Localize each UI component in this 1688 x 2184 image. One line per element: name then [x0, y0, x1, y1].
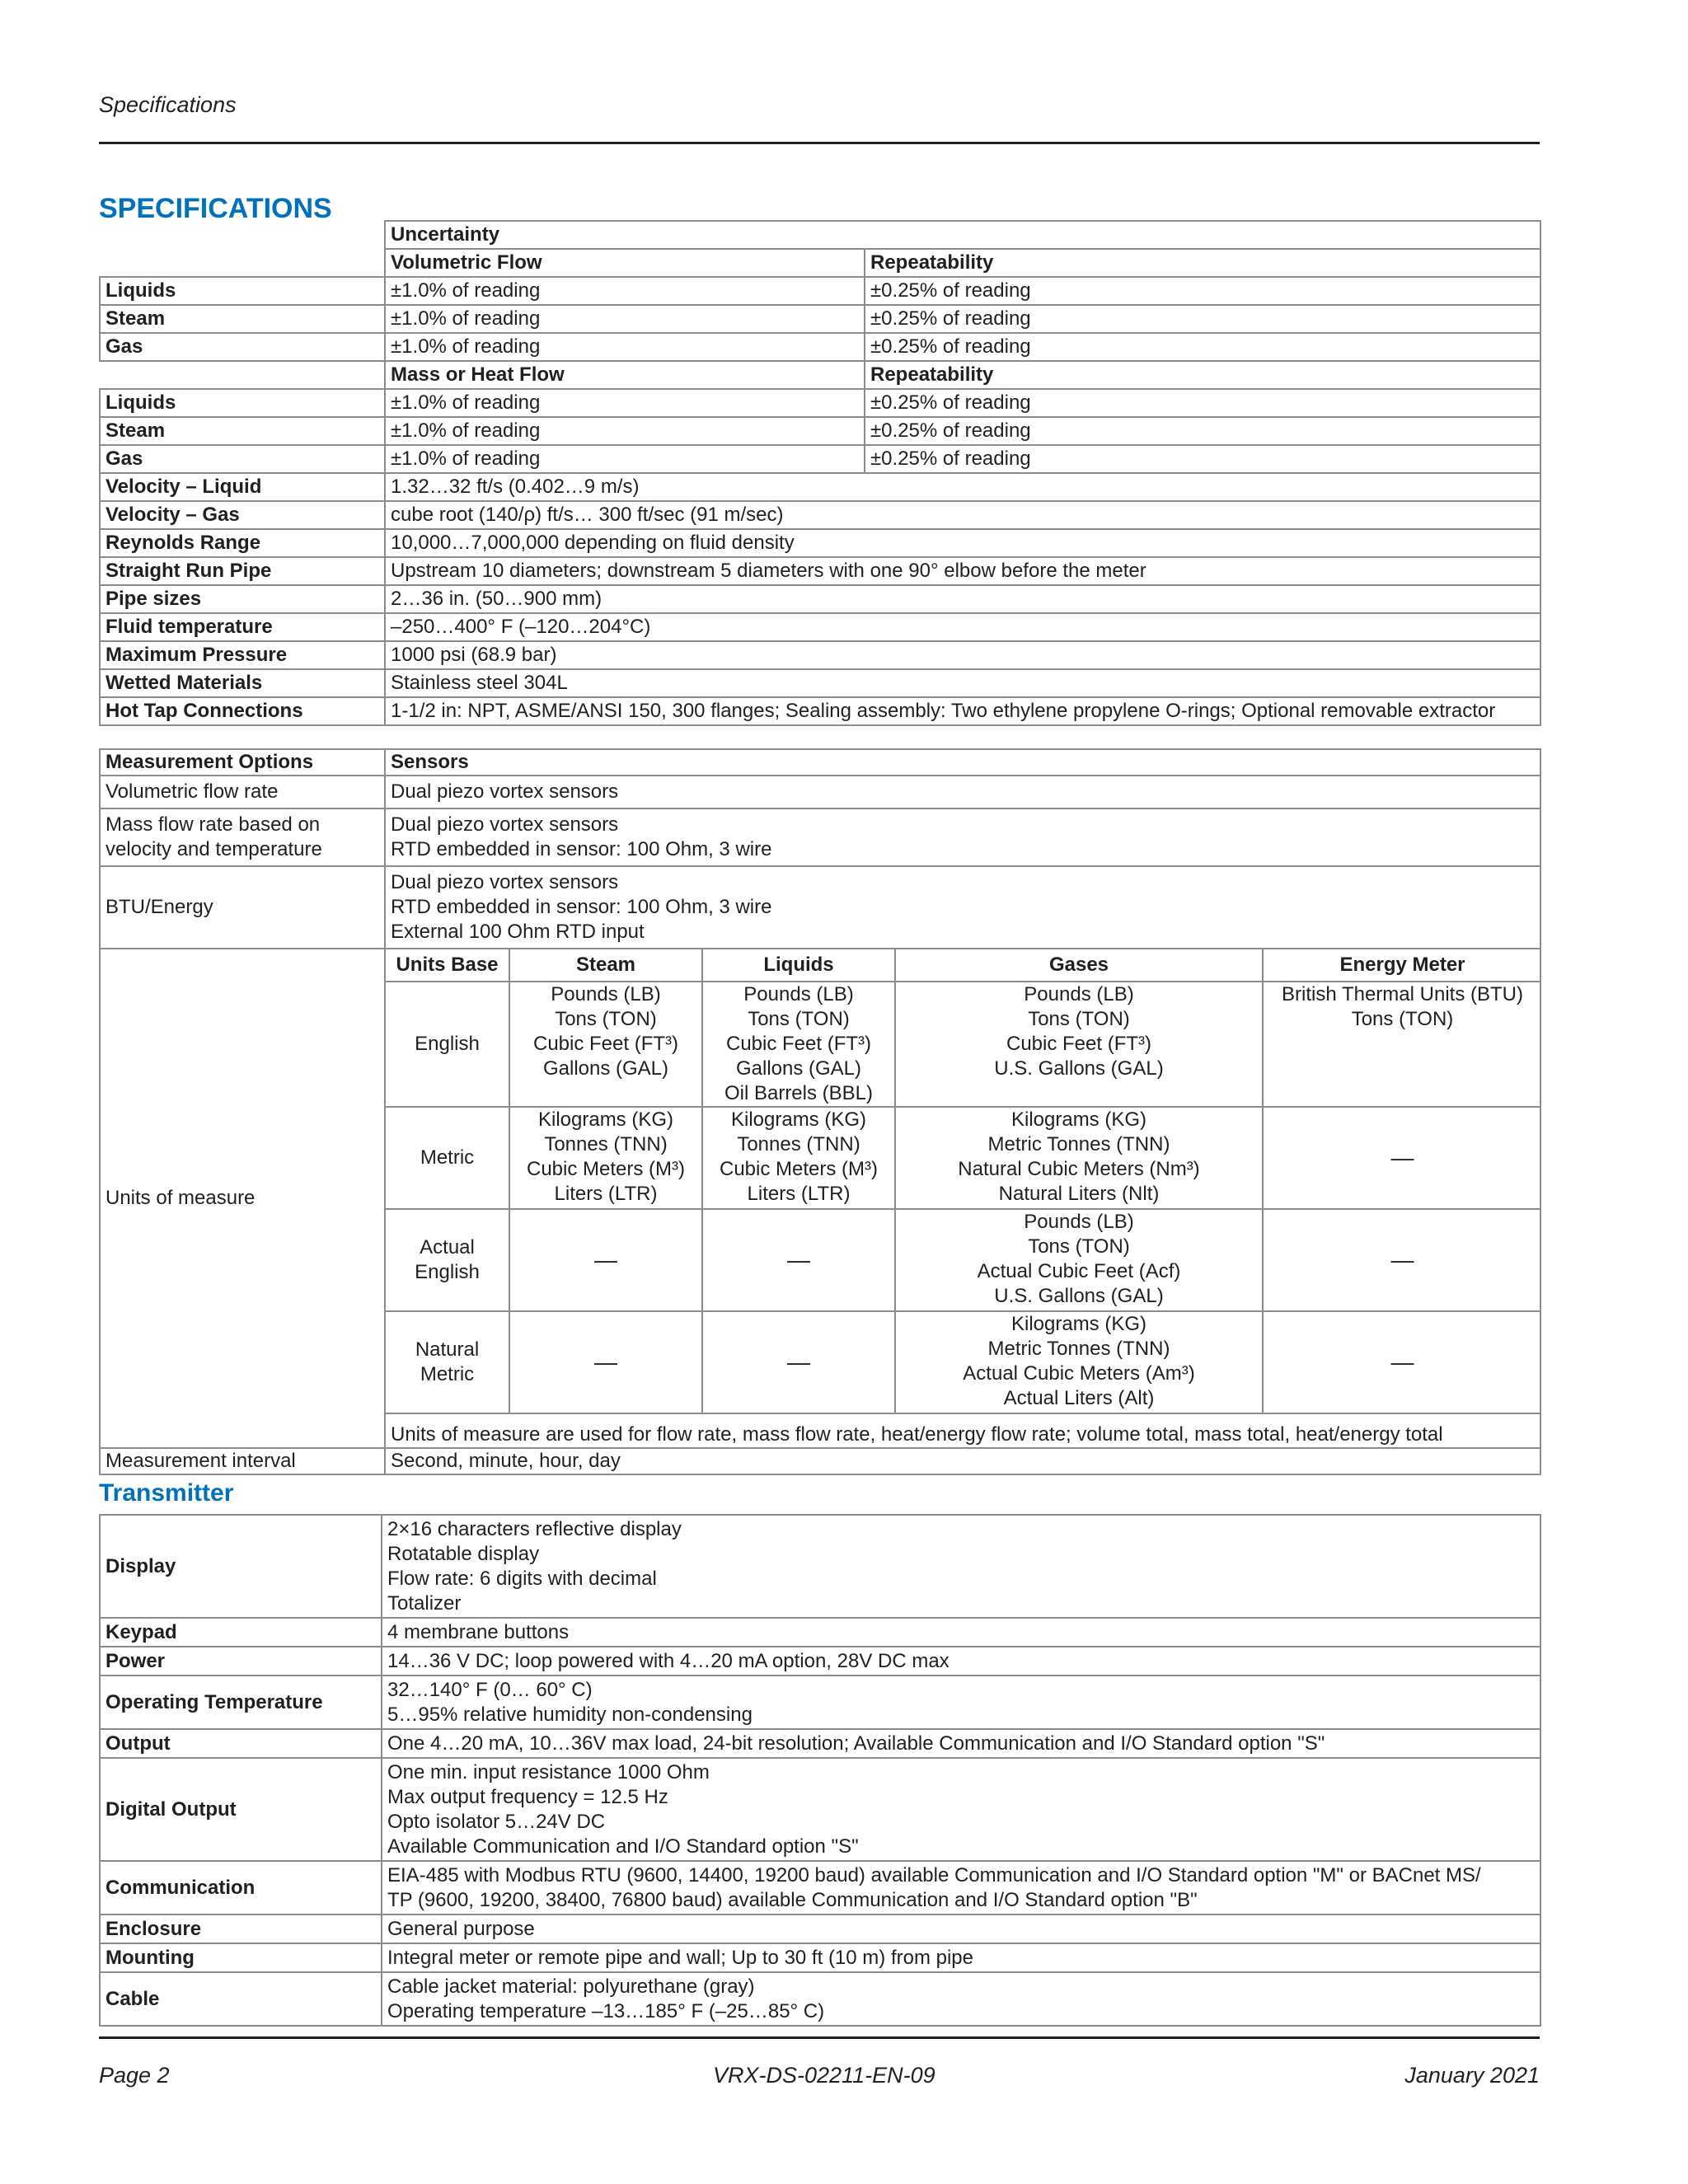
- unit-energy-cell: [1263, 1209, 1541, 1311]
- unit-line: Actual Cubic Feet (Acf): [977, 1260, 1181, 1282]
- transmitter-value: [382, 1915, 1540, 1943]
- table-row: [100, 1915, 1540, 1943]
- units-row: [386, 1107, 1541, 1209]
- transmitter-value: [382, 1675, 1540, 1729]
- unit-line: Cubic Feet (FT³): [532, 1033, 678, 1055]
- sensor-value-line: External 100 Ohm RTD input: [391, 921, 645, 943]
- unit-liquids-cell: [702, 982, 895, 1107]
- transmitter-value-line: TP (9600, 19200, 38400, 76800 baud) available Communication and I/O Standard option "B": [387, 1889, 1198, 1911]
- spec-label: Fluid temperature: [100, 613, 385, 641]
- transmitter-label: Power: [100, 1647, 382, 1675]
- measurement-label-line: velocity and temperature: [106, 838, 322, 860]
- table-row: [100, 1972, 1540, 2026]
- unit-line: Natural Liters (Nlt): [998, 1183, 1160, 1205]
- unit-line: Tons (TON): [1028, 1008, 1130, 1030]
- unit-line: Tons (TON): [1351, 1008, 1454, 1030]
- table-row: [100, 669, 1540, 697]
- repeatability-value: ±0.25% of reading: [865, 305, 1540, 333]
- transmitter-value-line: One 4…20 mA, 10…36V max load, 24-bit resolution; Available Communication and I/O Standard option "S": [387, 1732, 1325, 1755]
- footer-document-id: VRX-DS-02211-EN-09: [713, 2063, 935, 2088]
- measurement-interval-label: Measurement interval: [100, 1448, 385, 1474]
- table-row: [100, 473, 1540, 501]
- units-of-measure-row: [100, 949, 1540, 1448]
- table-row: [100, 417, 1540, 445]
- units-table-holder: [385, 949, 1540, 1448]
- transmitter-value-line: General purpose: [387, 1918, 535, 1940]
- transmitter-value-line: 4 membrane buttons: [387, 1621, 570, 1643]
- unit-line: Cubic Feet (FT³): [1006, 1033, 1151, 1055]
- table-row: [100, 305, 1540, 333]
- transmitter-value-line: Max output frequency = 12.5 Hz: [387, 1786, 668, 1808]
- table-row: [100, 641, 1540, 669]
- transmitter-value: [382, 1515, 1540, 1618]
- unit-line: Gallons (GAL): [542, 1057, 669, 1080]
- transmitter-label: Mounting: [100, 1943, 382, 1972]
- unit-line: Metric Tonnes (TNN): [987, 1133, 1170, 1155]
- sensor-value-line: Dual piezo vortex sensors: [391, 871, 619, 893]
- units-base-cell: [386, 1311, 509, 1413]
- section-title: SPECIFICATIONS: [99, 193, 332, 224]
- unit-line: —: [1390, 1145, 1414, 1170]
- units-column-header: Units Base: [386, 949, 509, 982]
- transmitter-value-line: Operating temperature –13…185° F (–25…85° C): [387, 2000, 825, 2022]
- units-base-cell: [386, 1107, 509, 1209]
- unit-steam-cell: [509, 982, 702, 1107]
- unit-line: Actual Cubic Meters (Am³): [963, 1362, 1195, 1385]
- transmitter-title: Transmitter: [99, 1479, 234, 1507]
- transmitter-value-line: One min. input resistance 1000 Ohm: [387, 1761, 710, 1783]
- unit-liquids-cell: [702, 1311, 895, 1413]
- transmitter-value-line: Integral meter or remote pipe and wall; Up to 30 ft (10 m) from pipe: [387, 1947, 973, 1969]
- unit-line: Liters (LTR): [554, 1183, 658, 1205]
- uncertainty-header: Uncertainty: [385, 221, 1540, 249]
- unit-line: Cubic Meters (M³): [719, 1158, 878, 1180]
- measurement-label: [100, 808, 385, 866]
- units-of-measure-table: [386, 949, 1541, 1447]
- repeatability-value: ±0.25% of reading: [865, 417, 1540, 445]
- unit-line: British Thermal Units (BTU): [1282, 983, 1523, 1005]
- repeatability-header: Repeatability: [865, 249, 1540, 277]
- repeatability-value: ±0.25% of reading: [865, 389, 1540, 417]
- spec-value: 10,000…7,000,000 depending on fluid density: [385, 529, 1540, 557]
- transmitter-value-line: Cable jacket material: polyurethane (gray): [387, 1975, 755, 1998]
- spec-label: Straight Run Pipe: [100, 557, 385, 585]
- measurement-options-header: Measurement Options: [100, 749, 385, 776]
- table-row: [100, 1675, 1540, 1729]
- accuracy-value: ±1.0% of reading: [385, 333, 865, 361]
- unit-line: Pounds (LB): [743, 983, 854, 1005]
- transmitter-value-line: Opto isolator 5…24V DC: [387, 1811, 606, 1833]
- unit-line: Tons (TON): [555, 1008, 657, 1030]
- sensor-value-line: RTD embedded in sensor: 100 Ohm, 3 wire: [391, 896, 772, 918]
- table-row: [100, 613, 1540, 641]
- transmitter-label: Enclosure: [100, 1915, 382, 1943]
- transmitter-value-line: EIA-485 with Modbus RTU (9600, 14400, 19200 baud) available Communication and I/O Standard option "M" or BACnet MS/: [387, 1864, 1481, 1886]
- unit-line: Tonnes (TNN): [737, 1133, 860, 1155]
- transmitter-value: [382, 1861, 1540, 1915]
- spec-label: Steam: [100, 417, 385, 445]
- transmitter-value-line: Rotatable display: [387, 1543, 540, 1565]
- accuracy-value: ±1.0% of reading: [385, 417, 865, 445]
- transmitter-value-line: 5…95% relative humidity non-condensing: [387, 1704, 753, 1726]
- footer-page-number: Page 2: [99, 2063, 170, 2088]
- units-column-header: Energy Meter: [1263, 949, 1541, 982]
- transmitter-label: Operating Temperature: [100, 1675, 382, 1729]
- table-row: [100, 445, 1540, 473]
- transmitter-value: [382, 1943, 1540, 1972]
- units-header-row: [386, 949, 1541, 982]
- header-rule: [99, 142, 1540, 144]
- table-row: [100, 808, 1540, 866]
- unit-line: —: [787, 1247, 810, 1272]
- unit-steam-cell: [509, 1209, 702, 1311]
- unit-line: Oil Barrels (BBL): [724, 1082, 874, 1104]
- table-row: [100, 776, 1540, 808]
- spec-value: Upstream 10 diameters; downstream 5 diameters with one 90° elbow before the meter: [385, 557, 1540, 585]
- unit-line: —: [594, 1349, 617, 1375]
- transmitter-label: Communication: [100, 1861, 382, 1915]
- measurement-header-row: [100, 749, 1540, 776]
- unit-line: Actual Liters (Alt): [1003, 1387, 1155, 1409]
- unit-line: U.S. Gallons (GAL): [994, 1057, 1164, 1080]
- transmitter-value: [382, 1758, 1540, 1861]
- unit-line: Natural Cubic Meters (Nm³): [958, 1158, 1200, 1180]
- transmitter-value: [382, 1618, 1540, 1647]
- table-row: [100, 557, 1540, 585]
- measurement-label-line: Mass flow rate based on: [106, 813, 321, 836]
- spec-value: 1000 psi (68.9 bar): [385, 641, 1540, 669]
- unit-line: Gallons (GAL): [735, 1057, 862, 1080]
- accuracy-column-header: Mass or Heat Flow: [385, 361, 865, 389]
- transmitter-label: Keypad: [100, 1618, 382, 1647]
- blank-cell: [100, 221, 385, 249]
- spec-label: Hot Tap Connections: [100, 697, 385, 725]
- accuracy-value: ±1.0% of reading: [385, 305, 865, 333]
- measurement-label: Volumetric flow rate: [100, 776, 385, 808]
- spec-label: Steam: [100, 305, 385, 333]
- transmitter-value: [382, 1729, 1540, 1758]
- accuracy-subheader-row: [100, 361, 1540, 389]
- transmitter-value-line: 32…140° F (0… 60° C): [387, 1679, 593, 1701]
- transmitter-label: Digital Output: [100, 1758, 382, 1861]
- spec-label: Liquids: [100, 277, 385, 305]
- unit-line: Natural: [415, 1338, 480, 1361]
- repeatability-value: ±0.25% of reading: [865, 445, 1540, 473]
- sensor-value-line: Dual piezo vortex sensors: [391, 780, 619, 803]
- unit-line: Kilograms (KG): [1010, 1108, 1147, 1131]
- unit-line: Cubic Meters (M³): [526, 1158, 685, 1180]
- sensors-header: Sensors: [385, 749, 1540, 776]
- repeatability-value: ±0.25% of reading: [865, 333, 1540, 361]
- uncertainty-header-row: [100, 221, 1540, 249]
- blank-cell: [100, 249, 385, 277]
- transmitter-value: [382, 1972, 1540, 2026]
- accuracy-subheader-row: [100, 249, 1540, 277]
- table-row: [100, 697, 1540, 725]
- measurement-label: BTU/Energy: [100, 866, 385, 949]
- table-row: [100, 333, 1540, 361]
- unit-line: Metric: [420, 1146, 475, 1169]
- spec-label: Maximum Pressure: [100, 641, 385, 669]
- unit-gases-cell: [895, 1107, 1263, 1209]
- table-row: [100, 866, 1540, 949]
- unit-line: Pounds (LB): [1024, 1211, 1134, 1233]
- unit-line: Tons (TON): [1028, 1235, 1130, 1258]
- unit-line: Kilograms (KG): [730, 1108, 867, 1131]
- unit-energy-cell: [1263, 1311, 1541, 1413]
- unit-gases-cell: [895, 1209, 1263, 1311]
- transmitter-label: Output: [100, 1729, 382, 1758]
- sensor-value: [385, 776, 1540, 808]
- unit-line: English: [415, 1261, 480, 1283]
- table-row: [100, 1515, 1540, 1618]
- sensor-value-line: Dual piezo vortex sensors: [391, 813, 619, 836]
- transmitter-label: Cable: [100, 1972, 382, 2026]
- accuracy-value: ±1.0% of reading: [385, 445, 865, 473]
- unit-line: U.S. Gallons (GAL): [994, 1285, 1164, 1307]
- unit-line: Actual: [420, 1236, 475, 1258]
- unit-liquids-cell: [702, 1107, 895, 1209]
- spec-label: Wetted Materials: [100, 669, 385, 697]
- units-row: [386, 982, 1541, 1107]
- footer-date: January 2021: [1404, 2063, 1540, 2088]
- units-note-row: [386, 1413, 1541, 1447]
- transmitter-label: Display: [100, 1515, 382, 1618]
- unit-steam-cell: [509, 1311, 702, 1413]
- spec-value: –250…400° F (–120…204°C): [385, 613, 1540, 641]
- transmitter-value-line: 2×16 characters reflective display: [387, 1518, 682, 1540]
- footer-rule: [99, 2036, 1540, 2039]
- units-note: Units of measure are used for flow rate, mass flow rate, heat/energy flow rate; volume total, mass total, heat/energy total: [386, 1413, 1541, 1447]
- table-row: [100, 1943, 1540, 1972]
- units-column-header: Steam: [509, 949, 702, 982]
- accuracy-value: ±1.0% of reading: [385, 389, 865, 417]
- unit-steam-cell: [509, 1107, 702, 1209]
- unit-gases-cell: [895, 1311, 1263, 1413]
- repeatability-header: Repeatability: [865, 361, 1540, 389]
- transmitter-value: [382, 1647, 1540, 1675]
- unit-line: Pounds (LB): [551, 983, 661, 1005]
- accuracy-column-header: Volumetric Flow: [385, 249, 865, 277]
- units-column-header: Liquids: [702, 949, 895, 982]
- unit-line: —: [787, 1349, 810, 1375]
- repeatability-value: ±0.25% of reading: [865, 277, 1540, 305]
- spec-label: Velocity – Gas: [100, 501, 385, 529]
- table-row: [100, 1729, 1540, 1758]
- unit-line: Tonnes (TNN): [544, 1133, 668, 1155]
- spec-label: Liquids: [100, 389, 385, 417]
- units-base-cell: [386, 982, 509, 1107]
- unit-gases-cell: [895, 982, 1263, 1107]
- transmitter-value-line: Available Communication and I/O Standard option "S": [387, 1835, 859, 1858]
- table-row: [100, 1758, 1540, 1861]
- table-row: [100, 1647, 1540, 1675]
- table-row: [100, 585, 1540, 613]
- spec-label: Gas: [100, 333, 385, 361]
- sensor-value: [385, 866, 1540, 949]
- units-row: [386, 1209, 1541, 1311]
- blank-cell: [100, 361, 385, 389]
- table-row: [100, 529, 1540, 557]
- measurement-interval-value: Second, minute, hour, day: [385, 1448, 1540, 1474]
- units-base-cell: [386, 1209, 509, 1311]
- specifications-table: [99, 220, 1541, 726]
- table-row: [100, 1861, 1540, 1915]
- unit-line: Cubic Feet (FT³): [725, 1033, 871, 1055]
- measurement-options-table: [99, 748, 1541, 1475]
- spec-label: Velocity – Liquid: [100, 473, 385, 501]
- unit-line: —: [1390, 1349, 1414, 1375]
- spec-value: 1.32…32 ft/s (0.402…9 m/s): [385, 473, 1540, 501]
- table-row: [100, 389, 1540, 417]
- units-row: [386, 1311, 1541, 1413]
- units-column-header: Gases: [895, 949, 1263, 982]
- spec-value: Stainless steel 304L: [385, 669, 1540, 697]
- unit-line: —: [1390, 1247, 1414, 1272]
- sensor-value: [385, 808, 1540, 866]
- running-header-title: Specifications: [99, 92, 237, 117]
- unit-line: —: [594, 1247, 617, 1272]
- accuracy-value: ±1.0% of reading: [385, 277, 865, 305]
- spec-value: cube root (140/ρ) ft/s… 300 ft/sec (91 m/sec): [385, 501, 1540, 529]
- spec-value: 2…36 in. (50…900 mm): [385, 585, 1540, 613]
- unit-line: Metric Tonnes (TNN): [987, 1338, 1170, 1360]
- unit-line: English: [415, 1033, 480, 1055]
- sensor-value-line: RTD embedded in sensor: 100 Ohm, 3 wire: [391, 838, 772, 860]
- table-row: [100, 501, 1540, 529]
- unit-line: Metric: [420, 1363, 475, 1385]
- unit-line: Liters (LTR): [747, 1183, 851, 1205]
- transmitter-value-line: Totalizer: [387, 1592, 462, 1615]
- spec-label: Pipe sizes: [100, 585, 385, 613]
- measurement-interval-row: [100, 1448, 1540, 1474]
- unit-line: Tons (TON): [748, 1008, 850, 1030]
- spec-label: Gas: [100, 445, 385, 473]
- unit-energy-cell: [1263, 982, 1541, 1107]
- transmitter-value-line: Flow rate: 6 digits with decimal: [387, 1568, 657, 1590]
- table-row: [100, 277, 1540, 305]
- transmitter-table: [99, 1514, 1541, 2027]
- unit-line: Pounds (LB): [1024, 983, 1134, 1005]
- spec-label: Reynolds Range: [100, 529, 385, 557]
- transmitter-value-line: 14…36 V DC; loop powered with 4…20 mA option, 28V DC max: [387, 1650, 950, 1672]
- unit-line: Kilograms (KG): [1010, 1313, 1147, 1335]
- units-of-measure-label: Units of measure: [100, 949, 385, 1448]
- unit-liquids-cell: [702, 1209, 895, 1311]
- unit-line: Kilograms (KG): [537, 1108, 674, 1131]
- unit-energy-cell: [1263, 1107, 1541, 1209]
- table-row: [100, 1618, 1540, 1647]
- spec-value: 1-1/2 in: NPT, ASME/ANSI 150, 300 flanges; Sealing assembly: Two ethylene propylene O-rings; Optional removable extractor: [385, 697, 1540, 725]
